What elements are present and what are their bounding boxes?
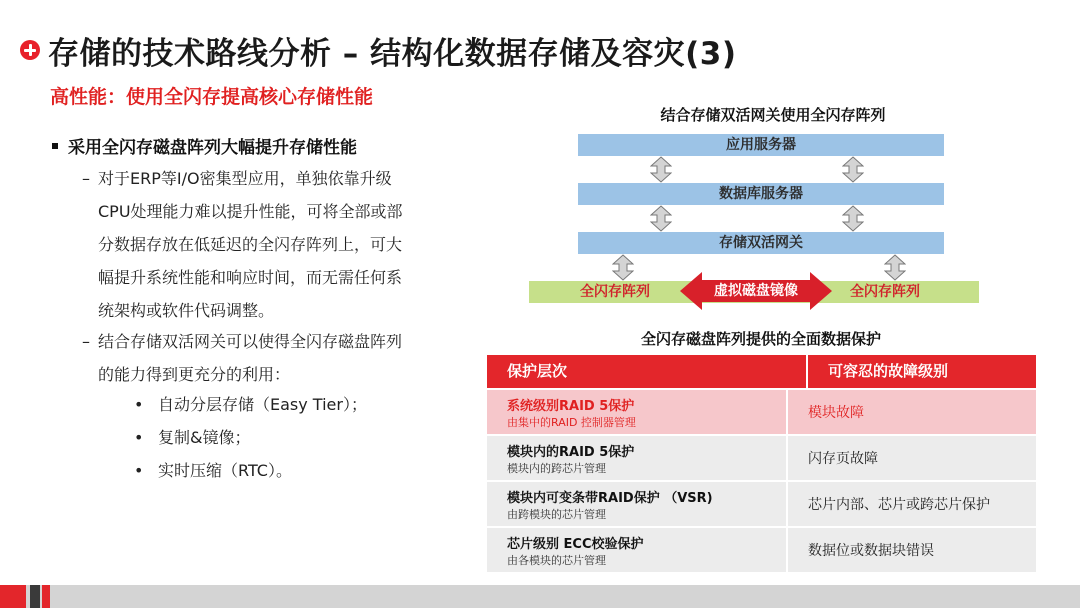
- para1-line: 对于ERP等I/O密集型应用，单独依靠升级: [98, 169, 392, 188]
- dot-icon: •: [134, 428, 144, 447]
- square-bullet-icon: [52, 143, 58, 149]
- row-level: 芯片内部、芯片或跨芯片保护: [808, 497, 990, 513]
- updown-arrow-icon: [842, 205, 864, 232]
- flash-array-right: 全闪存阵列: [850, 284, 920, 300]
- row-level: 闪存页故障: [808, 451, 878, 467]
- para1-line: 统架构或软件代码调整。: [98, 301, 275, 320]
- row-sub: 由各模块的芯片管理: [507, 553, 606, 567]
- footer-accent: [0, 585, 26, 608]
- footer-bar: [0, 585, 1080, 608]
- diagram-title: 结合存储双活网关使用全闪存阵列: [660, 106, 886, 124]
- feature-list: [134, 388, 367, 487]
- row-sub: 由集中的RAID 控制器管理: [507, 415, 636, 429]
- para1-line: CPU处理能力难以提升性能，可将全部或部: [98, 202, 403, 221]
- list-item: • 实时压缩（RTC）。: [134, 454, 367, 487]
- para2-line: 结合存储双活网关可以使得全闪存磁盘阵列: [98, 332, 403, 351]
- protection-table: [487, 355, 1036, 572]
- table-row: [487, 482, 1036, 526]
- para1-line: 幅提升系统性能和响应时间，而无需任何系: [98, 268, 403, 287]
- table-row: [487, 390, 1036, 434]
- header-fault-level: 可容忍的故障级别: [828, 362, 949, 380]
- mirror-label: 虚拟磁盘镜像: [714, 283, 798, 299]
- footer-accent-dark: [30, 585, 40, 608]
- paragraph-1: [82, 162, 403, 327]
- header-protection-level: 保护层次: [487, 355, 808, 388]
- row-sub: 由跨模块的芯片管理: [507, 507, 606, 521]
- layer-db-server: 数据库服务器: [578, 183, 944, 205]
- layer-app-server: 应用服务器: [578, 134, 944, 156]
- row-main: 模块内可变条带RAID保护 （VSR): [507, 490, 713, 506]
- table-header: [487, 355, 1036, 388]
- row-main: 模块内的RAID 5保护: [507, 444, 635, 460]
- dot-icon: •: [134, 461, 144, 480]
- table-title: 全闪存磁盘阵列提供的全面数据保护: [640, 330, 881, 348]
- dash-icon: –: [82, 332, 90, 351]
- row-level: 数据位或数据块错误: [808, 543, 934, 559]
- flash-array-left: 全闪存阵列: [580, 284, 650, 300]
- list-item: • 自动分层存储（Easy Tier）；: [134, 388, 367, 421]
- plus-icon: [20, 40, 40, 60]
- bullet-main-text: 采用全闪存磁盘阵列大幅提升存储性能: [68, 138, 357, 158]
- updown-arrow-icon: [842, 156, 864, 183]
- table-row: [487, 436, 1036, 480]
- page-title: 存储的技术路线分析 – 结构化数据存储及容灾(3): [48, 36, 737, 72]
- subtitle: 高性能：使用全闪存提高核心存储性能: [50, 86, 374, 108]
- para2-line: 的能力得到更充分的利用：: [98, 365, 291, 384]
- footer-accent: [42, 585, 50, 608]
- table-row: [487, 528, 1036, 572]
- para1-line: 分数据存放在低延迟的全闪存阵列上，可大: [98, 235, 403, 254]
- paragraph-2: [82, 325, 402, 391]
- updown-arrow-icon: [884, 254, 906, 281]
- row-main: 系统级别RAID 5保护: [507, 398, 635, 414]
- layer-gateway: 存储双活网关: [578, 232, 944, 254]
- dot-icon: •: [134, 395, 144, 414]
- row-level: 模块故障: [808, 405, 864, 421]
- dash-icon: –: [82, 169, 90, 188]
- row-main: 芯片级别 ECC校验保护: [507, 536, 644, 552]
- updown-arrow-icon: [612, 254, 634, 281]
- bullet-main: [52, 133, 357, 158]
- list-item: • 复制&镜像；: [134, 421, 367, 454]
- row-sub: 模块内的跨芯片管理: [507, 461, 606, 475]
- updown-arrow-icon: [650, 205, 672, 232]
- updown-arrow-icon: [650, 156, 672, 183]
